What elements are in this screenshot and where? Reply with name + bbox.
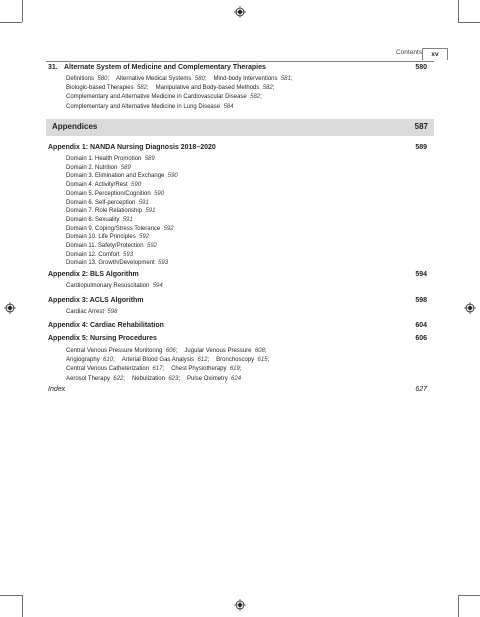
subsection-line: Aerosol Therapy 622; Nebulization 623; Pulse Oximetry 624: [66, 375, 242, 382]
subsection-page: 617: [152, 366, 163, 373]
subsection-line[interactable]: Domain 4. Activity/Rest 590: [66, 182, 142, 189]
appendix-subsections: [66, 308, 117, 317]
appendix-page: 606: [415, 335, 427, 342]
subsection-title[interactable]: Central Venous Catheterization: [66, 366, 150, 373]
subsection-title[interactable]: Bronchoscopy: [216, 357, 255, 364]
registration-mark-icon: [234, 599, 246, 611]
subsection-page: 615: [257, 357, 268, 364]
subsection-page: 582: [262, 85, 273, 92]
subsection-page: 624: [231, 375, 242, 382]
registration-mark-icon: [234, 6, 246, 18]
subsection-line: Definitions 580; Alternative Medical Systems 580; Mind-body Interventions 581;: [66, 76, 293, 82]
subsection-page: 584: [223, 103, 234, 110]
appendix-entry[interactable]: [48, 271, 427, 278]
appendix-entry[interactable]: [48, 144, 427, 151]
crop-mark: [458, 595, 480, 596]
appendix-entry[interactable]: [48, 335, 427, 342]
subsection-line[interactable]: Domain 12. Comfort 593: [66, 251, 134, 258]
crop-mark: [22, 595, 23, 617]
appendix-title: Appendix 2: BLS Algorithm: [48, 271, 139, 278]
appendices-section-band[interactable]: [46, 119, 434, 136]
subsection-page: 612: [197, 357, 208, 364]
subsection-page: 623: [168, 375, 179, 382]
appendix-title: Appendix 3: ACLS Algorithm: [48, 297, 144, 304]
subsection-title[interactable]: Definitions: [66, 76, 95, 82]
subsection-page: 580: [97, 76, 108, 82]
subsection-title[interactable]: Complementary and Alternative Medicine in Lung Disease: [66, 103, 221, 110]
subsection-page: 582: [250, 94, 261, 101]
subsection-line[interactable]: Cardiopulmonary Resuscitation 594: [66, 283, 163, 289]
subsection-title[interactable]: Angiography: [66, 357, 100, 364]
subsection-page: 610: [103, 357, 114, 364]
subsection-page: 580: [194, 76, 205, 82]
subsection-title[interactable]: Alternative Medical Systems: [116, 76, 192, 82]
subsection-line[interactable]: Domain 9. Coping/Stress Tolerance 592: [66, 225, 174, 232]
section-title: Appendices: [52, 122, 98, 131]
subsection-line[interactable]: Domain 2. Nutrition 589: [66, 164, 131, 171]
subsection-title[interactable]: Central Venous Pressure Monitoring: [66, 348, 163, 354]
crop-mark: [458, 595, 459, 617]
subsection-title[interactable]: Complementary and Alternative Medicine in Cardiovascular Disease: [66, 94, 247, 101]
appendix-entry[interactable]: [48, 322, 427, 329]
appendix-subsections: [66, 282, 163, 291]
appendix-subsections: [66, 155, 178, 268]
subsection-line[interactable]: Domain 11. Safety/Protection 592: [66, 243, 157, 250]
appendix-title: Appendix 5: Nursing Procedures: [48, 335, 157, 342]
index-entry[interactable]: [48, 386, 427, 393]
subsection-title[interactable]: Arterial Blood Gas Analysis: [121, 357, 195, 364]
crop-mark: [22, 0, 23, 22]
subsection-title[interactable]: Biologic-based Therapies: [66, 85, 134, 92]
appendix-title: Appendix 4: Cardiac Rehabilitation: [48, 322, 164, 329]
subsection-page: 582: [136, 85, 147, 92]
header-page-number: xv: [422, 48, 448, 60]
subsection-line[interactable]: Domain 8. Sexuality 591: [66, 216, 133, 223]
running-header: [46, 49, 439, 62]
subsection-title[interactable]: Mind-body Interventions: [213, 76, 278, 82]
crop-mark: [0, 22, 22, 23]
subsection-line[interactable]: Domain 1. Health Promotion 589: [66, 156, 155, 162]
subsection-page: 608: [254, 348, 265, 354]
subsection-line: Complementary and Alternative Medicine in Cardiovascular Disease 582;: [66, 94, 262, 101]
subsection-page: 606: [165, 348, 176, 354]
crop-mark: [0, 595, 22, 596]
appendix-page: 604: [415, 322, 427, 329]
subsection-line: Angiography 610; Arterial Blood Gas Analysis 612; Bronchoscopy 615;: [66, 357, 270, 364]
subsection-page: 581: [280, 76, 291, 82]
subsection-title[interactable]: Aerosol Therapy: [66, 375, 110, 382]
subsection-title[interactable]: Chest Physiotherapy: [171, 366, 227, 373]
subsection-line: Biologic-based Therapies 582; Manipulative and Body-based Methods 582;: [66, 85, 275, 92]
chapter-number: 31.: [48, 64, 58, 71]
index-label: Index: [48, 386, 66, 393]
subsection-line: Central Venous Pressure Monitoring 606; Jugular Venous Pressure 608;: [66, 348, 267, 354]
subsection-title[interactable]: Manipulative and Body-based Methods: [155, 85, 260, 92]
subsection-line: Central Venous Catheterization 617; Chest Physiotherapy 619;: [66, 366, 242, 373]
subsection-title[interactable]: Nebulization: [131, 375, 165, 382]
subsection-line: [66, 103, 293, 112]
appendix-entry[interactable]: [48, 297, 427, 304]
subsection-page: 622: [113, 375, 124, 382]
subsection-line[interactable]: Domain 13. Growth/Development 593: [66, 260, 169, 267]
appendix-subsections: [66, 347, 269, 384]
subsection-title[interactable]: Pulse Oximetry: [187, 375, 228, 382]
subsection-page: 619: [229, 366, 240, 373]
crop-mark: [458, 0, 459, 22]
registration-mark-icon: [464, 302, 476, 314]
subsection-line[interactable]: Domain 7. Role Relationship 591: [66, 208, 156, 215]
header-label: Contents: [395, 49, 422, 56]
subsection-line[interactable]: Domain 6. Self-perception 591: [66, 199, 149, 206]
section-page: 587: [414, 122, 428, 131]
chapter-page: 580: [415, 64, 427, 71]
chapter-title: Alternate System of Medicine and Complementary Therapies: [64, 64, 266, 71]
crop-mark: [458, 22, 480, 23]
subsection-title[interactable]: Jugular Venous Pressure: [184, 348, 252, 354]
appendix-title: Appendix 1: NANDA Nursing Diagnosis 2018–2020: [48, 144, 216, 151]
appendix-page: 594: [415, 271, 427, 278]
registration-mark-icon: [4, 302, 16, 314]
subsection-line[interactable]: Cardiac Arrest 598: [66, 309, 118, 315]
subsection-line[interactable]: Domain 10. Life Principles 592: [66, 234, 150, 241]
index-page: 627: [415, 386, 427, 393]
subsection-line[interactable]: Domain 5. Perception/Cognition 590: [66, 190, 165, 197]
chapter-subsections: [66, 75, 293, 112]
appendix-page: 598: [415, 297, 427, 304]
subsection-line[interactable]: Domain 3. Elimination and Exchange 590: [66, 173, 178, 180]
appendix-page: 589: [415, 144, 427, 151]
